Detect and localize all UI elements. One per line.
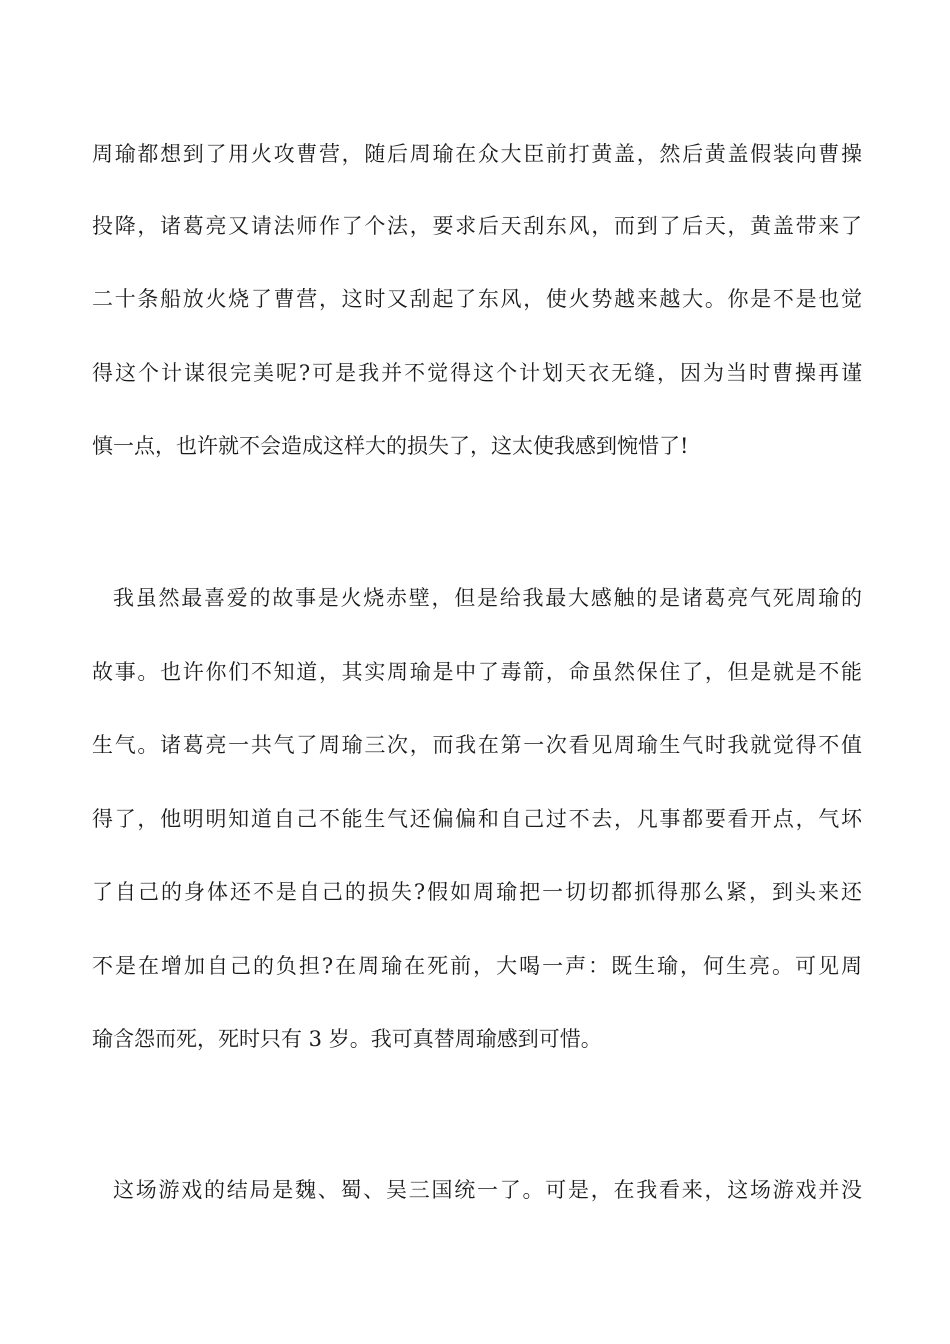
text-line: 故事。也许你们不知道，其实周瑜是中了毒箭，命虽然保住了，但是就是不能	[92, 660, 862, 684]
text-line: 二十条船放火烧了曹营，这时又刮起了东风，使火势越来越大。你是不是也觉	[92, 287, 862, 311]
text-line: 瑜含怨而死，死时只有 3 岁。我可真替周瑜感到可惜。	[92, 1027, 602, 1051]
text-line: 得这个计谋很完美呢?可是我并不觉得这个计划天衣无缝，因为当时曹操再谨	[92, 361, 862, 385]
text-line: 周瑜都想到了用火攻曹营，随后周瑜在众大臣前打黄盖，然后黄盖假装向曹操	[92, 142, 862, 166]
text-line: 不是在增加自己的负担?在周瑜在死前，大喝一声：既生瑜，何生亮。可见周	[92, 954, 862, 978]
text-line: 这场游戏的结局是魏、蜀、吴三国统一了。可是，在我看来，这场游戏并没	[113, 1178, 862, 1202]
text-line: 了自己的身体还不是自己的损失?假如周瑜把一切切都抓得那么紧，到头来还	[92, 880, 862, 904]
text-line: 投降，诸葛亮又请法师作了个法，要求后天刮东风，而到了后天，黄盖带来了	[92, 214, 862, 238]
text-line: 生气。诸葛亮一共气了周瑜三次，而我在第一次看见周瑜生气时我就觉得不值	[92, 733, 862, 757]
text-line: 得了，他明明知道自己不能生气还偏偏和自己过不去，凡事都要看开点，气坏	[92, 807, 862, 831]
text-line: 慎一点，也许就不会造成这样大的损失了，这太使我感到惋惜了!	[92, 434, 689, 458]
text-line: 我虽然最喜爱的故事是火烧赤壁，但是给我最大感触的是诸葛亮气死周瑜的	[113, 586, 862, 610]
